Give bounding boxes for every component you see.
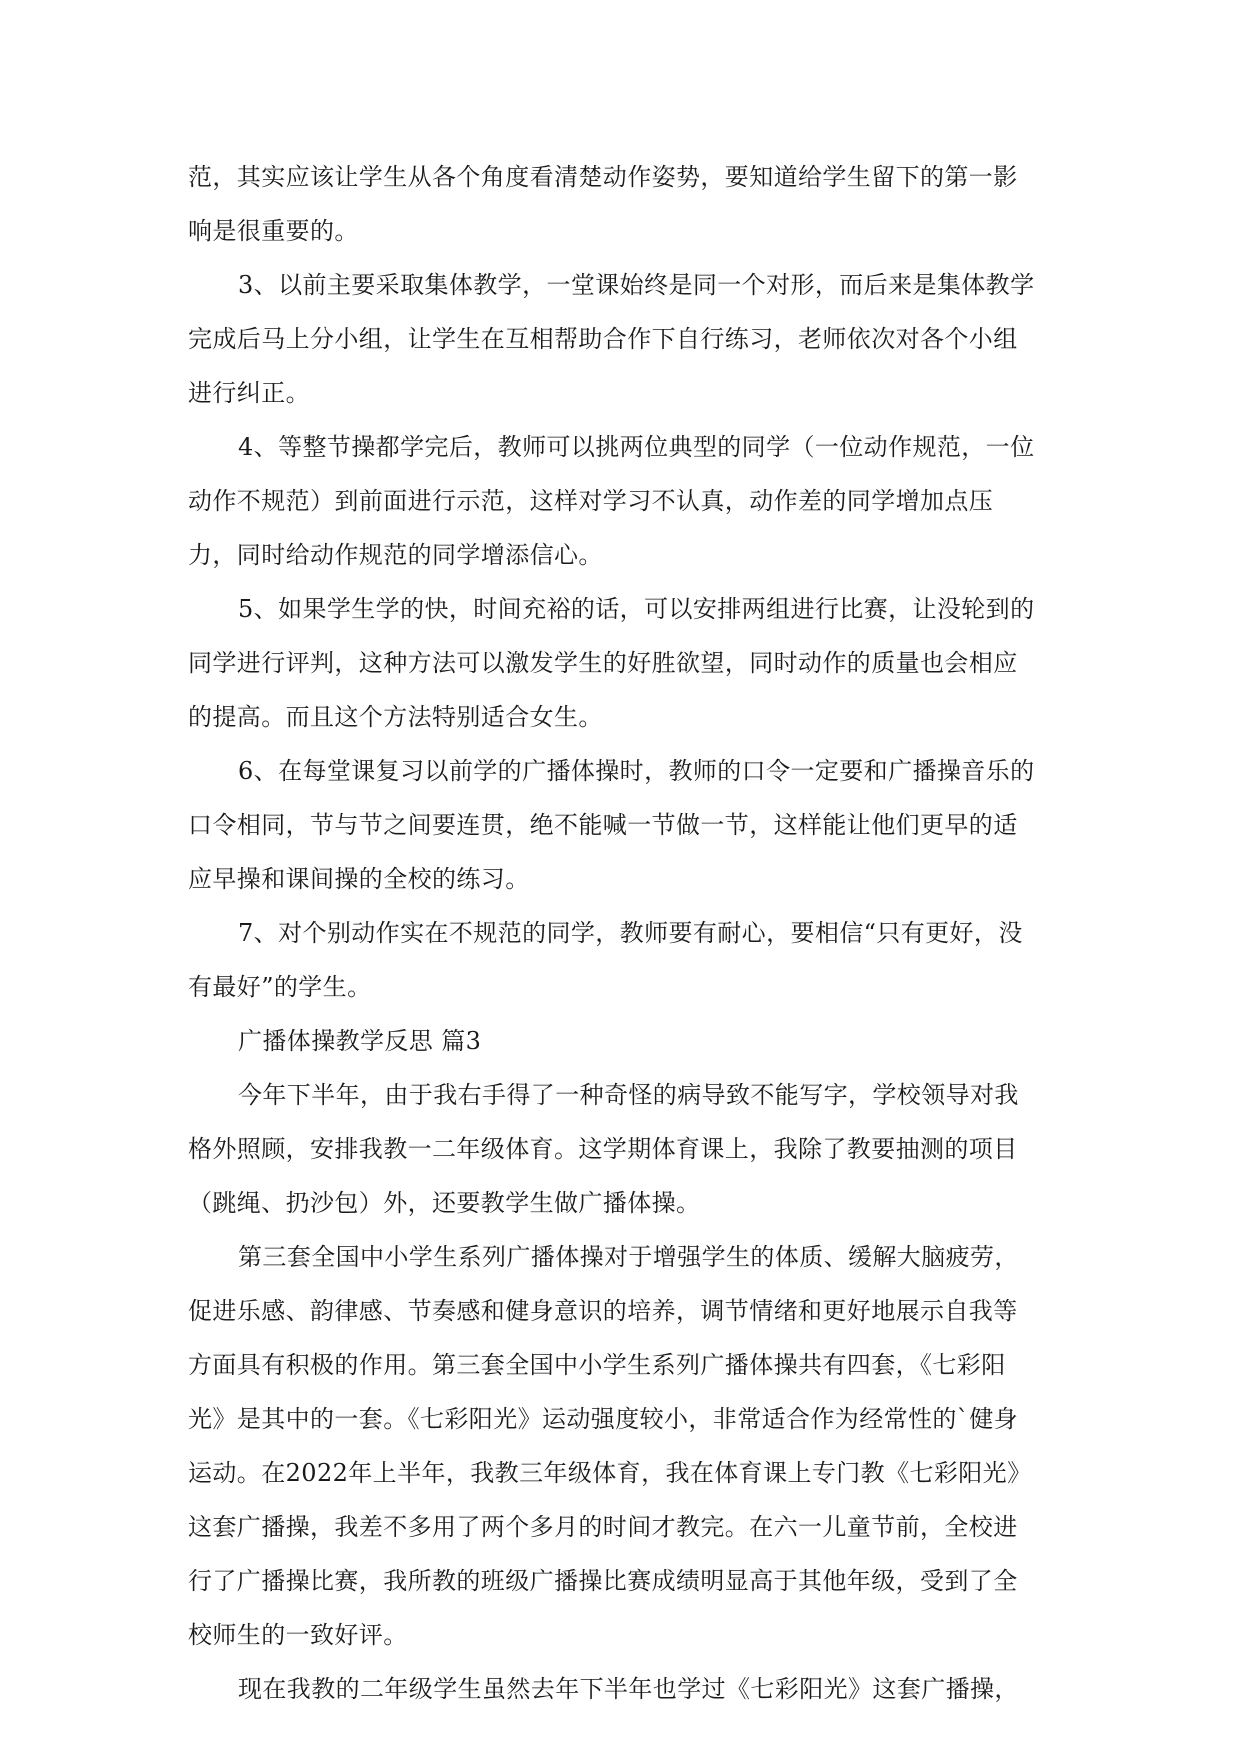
document-body: [188, 150, 1058, 1716]
text-line: 7、对个别动作实在不规范的同学，教师要有耐心，要相信“只有更好，没: [238, 919, 1023, 947]
text-line: 今年下半年，由于我右手得了一种奇怪的病导致不能写字，学校领导对我: [238, 1081, 1019, 1109]
text-line: 动作不规范）到前面进行示范，这样对学习不认真，动作差的同学增加点压: [188, 487, 994, 515]
text-line: 有最好”的学生。: [188, 973, 372, 1001]
text-line: （跳绳、扔沙包）外，还要教学生做广播体操。: [188, 1189, 701, 1217]
text-line: 口令相同，节与节之间要连贯，绝不能喊一节做一节，这样能让他们更早的适: [188, 811, 1018, 839]
text-line: 方面具有积极的作用。第三套全国中小学生系列广播体操共有四套，《七彩阳: [188, 1351, 1006, 1379]
text-line: 力，同时给动作规范的同学增添信心。: [188, 541, 603, 569]
text-line: 运动。在2022年上半年，我教三年级体育，我在体育课上专门教《七彩阳光》: [188, 1459, 1032, 1487]
text-line: 进行纠正。: [188, 379, 310, 407]
text-line: 光》是其中的一套。《七彩阳光》运动强度较小，非常适合作为经常性的`健身: [188, 1405, 1018, 1433]
text-line: 的提高。而且这个方法特别适合女生。: [188, 703, 603, 731]
text-line: 范，其实应该让学生从各个角度看清楚动作姿势，要知道给学生留下的第一影: [188, 163, 1018, 191]
text-line: 校师生的一致好评。: [188, 1621, 408, 1649]
section-heading: 广播体操教学反思 篇3: [238, 1027, 482, 1055]
text-line: 响是很重要的。: [188, 217, 359, 245]
text-line: 行了广播操比赛，我所教的班级广播操比赛成绩明显高于其他年级，受到了全: [188, 1567, 1018, 1595]
text-line: 6、在每堂课复习以前学的广播体操时，教师的口令一定要和广播操音乐的: [238, 757, 1035, 785]
text-line: 4、等整节操都学完后，教师可以挑两位典型的同学（一位动作规范，一位: [238, 433, 1035, 461]
text-line: 3、以前主要采取集体教学，一堂课始终是同一个对形，而后来是集体教学: [238, 271, 1035, 299]
text-line: 格外照顾，安排我教一二年级体育。这学期体育课上，我除了教要抽测的项目: [188, 1135, 1018, 1163]
text-line: 应早操和课间操的全校的练习。: [188, 865, 530, 893]
text-line: 促进乐感、韵律感、节奏感和健身意识的培养，调节情绪和更好地展示自我等: [188, 1297, 1018, 1325]
text-line: 这套广播操，我差不多用了两个多月的时间才教完。在六一儿童节前，全校进: [188, 1513, 1018, 1541]
text-line: 5、如果学生学的快，时间充裕的话，可以安排两组进行比赛，让没轮到的: [238, 595, 1035, 623]
text-line: 完成后马上分小组，让学生在互相帮助合作下自行练习，老师依次对各个小组: [188, 325, 1018, 353]
text-line: 现在我教的二年级学生虽然去年下半年也学过《七彩阳光》这套广播操，: [238, 1675, 1019, 1703]
text-line: 第三套全国中小学生系列广播体操对于增强学生的体质、缓解大脑疲劳，: [238, 1243, 1019, 1271]
text-line: 同学进行评判，这种方法可以激发学生的好胜欲望，同时动作的质量也会相应: [188, 649, 1018, 677]
